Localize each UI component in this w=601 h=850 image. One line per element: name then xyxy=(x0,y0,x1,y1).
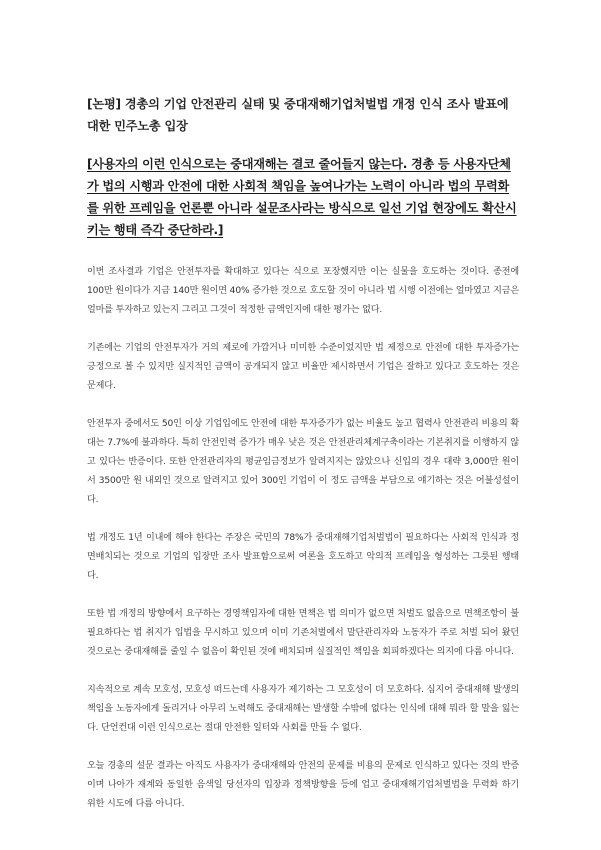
paragraph-6: 지속적으로 계속 모호성, 모호성 떠드는데 사용자가 제기하는 그 모호성이 더 모호하다. 심지어 중대재해 발생의 책임을 노동자에게 돌리거나 아무리 노력해도 중대재해는 발생할 수밖에 없다는 인식에 대해 뭐라 할 말을 잃는다. 단언컨대 이런 인식으로는 절대 안전한 일터와 사회를 만들 수 없다. xyxy=(87,685,519,733)
paragraph-2: 기존에는 기업의 안전투자가 거의 제로에 가깝거나 미미한 수준이었지만 법 제정으로 안전에 대한 투자증가는 긍정으로 볼 수 있지만 실지적인 금액이 공개되지 않고 비율만 제시하면서 기업은 잘하고 있다고 호도하는 것은 문제다. xyxy=(87,343,519,391)
paragraph-3: 안전투자 중에서도 50인 이상 기업입에도 안전에 대한 투자증가가 없는 비율도 높고 협력사 안전관리 비용의 확대는 7.7%에 불과하다. 특히 안전인력 증가가 매우 낮은 것은 안전관리체계구축이라는 기본취지를 이행하지 않고 있다는 반증이다. 또한 안전관리자의 평균임금정보가 알려지지는 않았으나 신입의 경우 대략 3,000만 원이서 3500만 원 내외인 것으로 알려지고 있어 300인 기업이 이 정도 금액을 부담으로 얘기하는 것은 어불성설이다. xyxy=(87,419,519,505)
paragraph-1: 이번 조사결과 기업은 안전투자를 확대하고 있다는 식으로 포장했지만 이는 실물을 호도하는 것이다. 종전에 100만 원이다가 지금 140만 원이면 40% 증가한 것으로 호도할 것이 아니라 법 시행 이전에는 얼마였고 지금은 얼마를 투자하고 있는지 그리고 그것이 적정한 금액인지에 대한 평가는 없다. xyxy=(87,267,519,315)
document-summary: [사용자의 이런 인식으로는 중대재해는 결코 줄어들지 않는다. 경총 등 사용자단체가 법의 시행과 안전에 대한 사회적 책임을 높여나가는 노력이 아니라 법의 무력화를 위한 프레임을 언론뿐 아니라 설문조사라는 방식으로 일선 기업 현장에도 확산시키는 행태 즉각 중단하라.] xyxy=(87,157,517,237)
paragraph-7: 오늘 경총의 설문 결과는 아직도 사용자가 중대재해와 안전의 문제를 비용의 문제로 인식하고 있다는 것의 반증이며 나아가 재계와 동일한 음색일 당선자의 입장과 정책방향을 등에 업고 중대재해기업처벌법을 무력화 하기 위한 시도에 다름 아니다. xyxy=(87,761,519,809)
paragraph-5: 또한 법 개정의 방향에서 요구하는 경영책임자에 대한 면책은 법 의미가 없으면 처벌도 없음으로 면책조항이 불필요하다는 법 취지가 입법을 무시하고 있으며 이미 기존처벌에서 말단관리자와 노동자가 주로 처벌 되어 왔던 것으로는 중대재해를 줄일 수 없음이 확인된 것에 배치되며 실질적인 책임을 회피하겠다는 의지에 다름 아니다. xyxy=(87,609,519,657)
document-title: [논평] 경총의 기업 안전관리 실태 및 중대재해기업처벌법 개정 인식 조사 발표에 대한 민주노총 입장 xyxy=(87,97,509,133)
paragraph-4: 법 개정도 1년 이내에 해야 한다는 주장은 국민의 78%가 중대재해기업처벌법이 필요하다는 사회적 인식과 정면배치되는 것으로 기업의 입장만 조사 발표함으로써 여론을 호도하고 악의적 프레임을 형성하는 그릇된 행태다. xyxy=(87,533,519,581)
